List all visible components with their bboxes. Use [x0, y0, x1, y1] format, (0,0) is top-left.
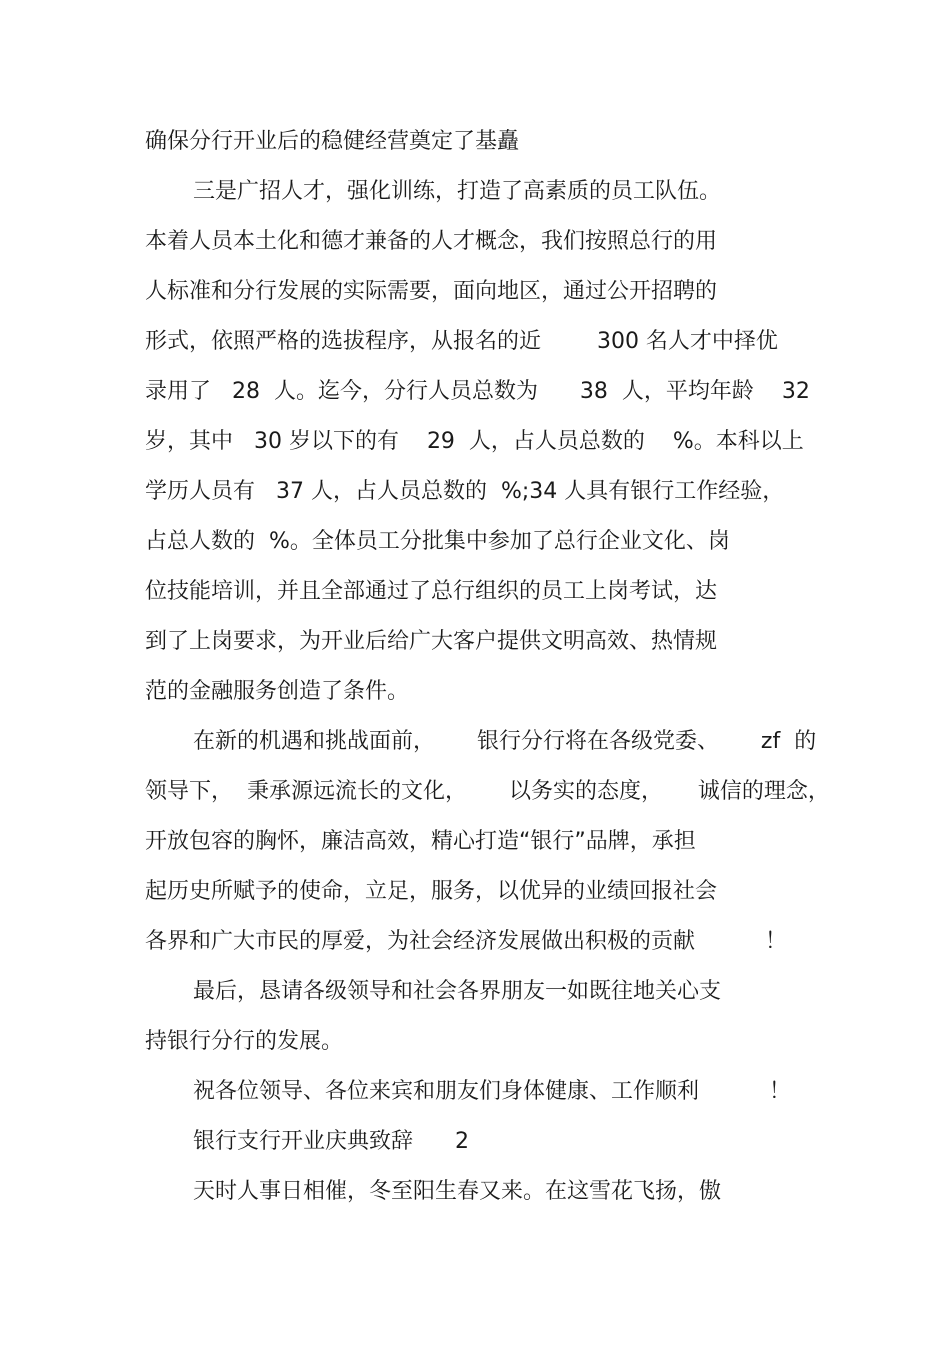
text-line: 开放包容的胸怀，廉洁高效，精心打造“银行”品牌，承担	[145, 829, 696, 854]
text-line: 起历史所赋予的使命，立足，服务，以优异的业绩回报社会	[145, 879, 718, 904]
text-line: 学历人员有 37 人，占人员总数的 %;34 人具有银行工作经验，	[145, 479, 785, 504]
text-line: 范的金融服务创造了条件。	[145, 679, 410, 704]
section-heading: 银行支行开业庆典致辞 2	[193, 1129, 469, 1154]
paragraph-start-line: 三是广招人才，强化训练，打造了高素质的员工队伍。	[193, 179, 722, 204]
text-line: 确保分行开业后的稳健经营奠定了基矗	[145, 129, 520, 154]
text-line: 各界和广大市民的厚爱，为社会经济发展做出积极的贡献 ！	[145, 929, 787, 954]
text-line: 形式，依照严格的选拔程序，从报名的近 300 名人才中择优	[145, 329, 778, 354]
paragraph-start-line: 最后，恳请各级领导和社会各界朋友一如既往地关心支	[193, 979, 722, 1004]
text-line: 到了上岗要求，为开业后给广大客户提供文明高效、热情规	[145, 629, 718, 654]
paragraph-start-line: 天时人事日相催，冬至阳生春又来。在这雪花飞扬，傲	[193, 1179, 722, 1204]
text-line: 持银行分行的发展。	[145, 1029, 344, 1054]
text-line: 领导下， 秉承源远流长的文化， 以务实的态度， 诚信的理念，	[145, 779, 830, 804]
text-line: 位技能培训，并且全部通过了总行组织的员工上岗考试，达	[145, 579, 718, 604]
text-line: 本着人员本土化和德才兼备的人才概念，我们按照总行的用	[145, 229, 718, 254]
text-line: 录用了 28 人。迄今，分行人员总数为 38 人，平均年龄 32	[145, 379, 810, 404]
text-line: 占总人数的 %。全体员工分批集中参加了总行企业文化、岗	[145, 529, 730, 554]
paragraph-start-line: 在新的机遇和挑战面前， 银行分行将在各级党委、 zf 的	[193, 729, 817, 754]
text-line: 人标准和分行发展的实际需要，面向地区，通过公开招聘的	[145, 279, 718, 304]
text-line: 岁，其中 30 岁以下的有 29 人，占人员总数的 %。本科以上	[145, 429, 804, 454]
paragraph-start-line: 祝各位领导、各位来宾和朋友们身体健康、工作顺利 ！	[193, 1079, 791, 1104]
